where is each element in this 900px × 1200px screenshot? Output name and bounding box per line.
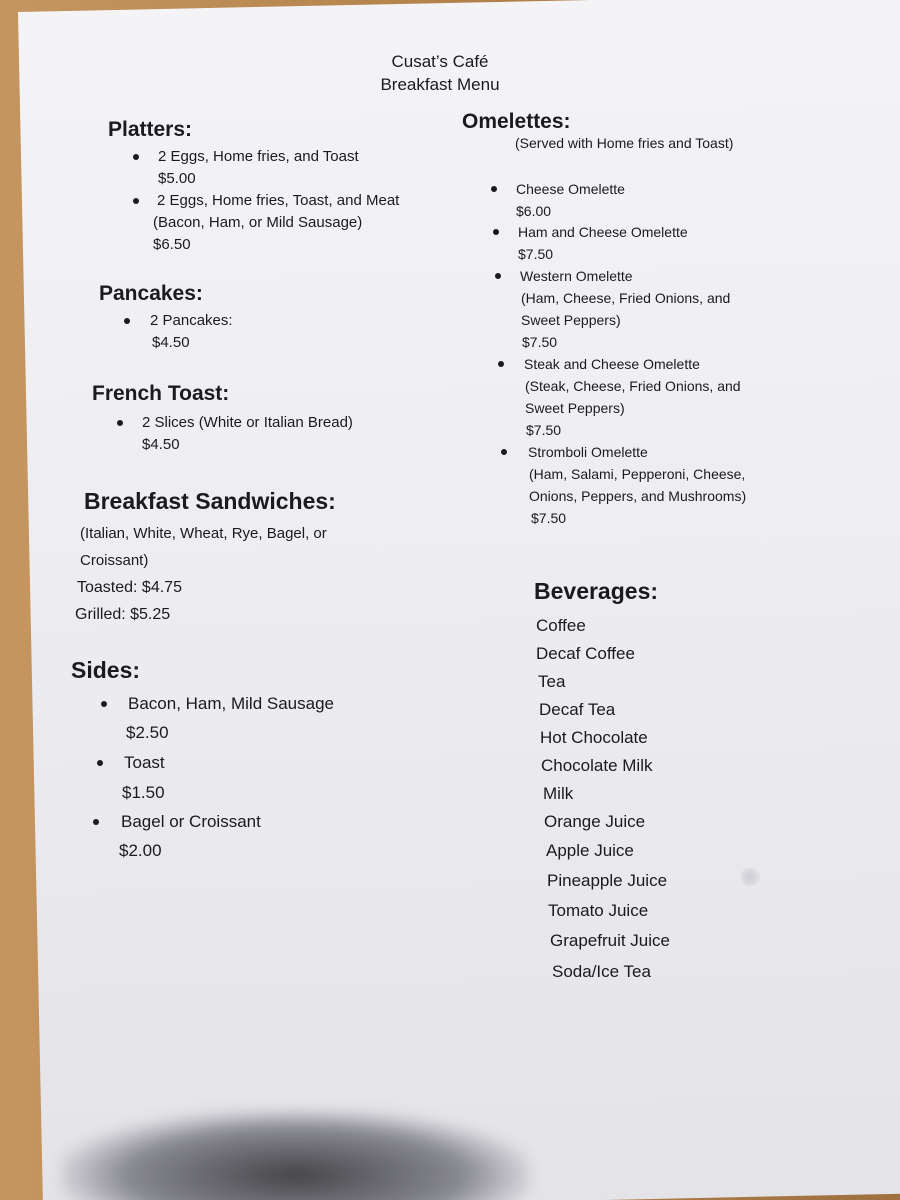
sandwiches-section xyxy=(84,488,336,521)
beverage-item: Milk xyxy=(543,784,574,803)
list-item: Toast xyxy=(97,748,334,778)
platters-section xyxy=(108,118,192,148)
bullet-icon xyxy=(493,229,499,235)
french-toast-section xyxy=(92,382,229,412)
item-price: $6.00 xyxy=(516,203,552,219)
item-price: $7.50 xyxy=(522,334,558,350)
bullet-icon xyxy=(491,186,497,192)
beverages-section xyxy=(534,578,658,611)
item-price: $1.50 xyxy=(122,783,165,802)
item-detail: (Bacon, Ham, or Mild Sausage) xyxy=(153,214,363,231)
french-toast-list xyxy=(117,412,353,456)
beverage-item: Tea xyxy=(538,672,566,691)
beverage-item: Coffee xyxy=(536,616,586,635)
bullet-icon xyxy=(101,701,107,707)
item-price: $7.50 xyxy=(526,422,562,438)
platters-list xyxy=(133,146,399,256)
beverage-item: Orange Juice xyxy=(544,812,646,831)
bullet-icon xyxy=(495,273,501,279)
pancakes-heading: Pancakes: xyxy=(99,282,203,305)
bread-options-cont: Croissant) xyxy=(80,552,149,569)
pancakes-list xyxy=(124,310,233,354)
item-detail: (Ham, Cheese, Fried Onions, and xyxy=(521,290,731,306)
list-item: 2 Eggs, Home fries, Toast, and Meat xyxy=(133,190,399,212)
beverages-list xyxy=(536,612,670,988)
list-item: Steak and Cheese Omelette xyxy=(491,353,746,375)
omelettes-list xyxy=(491,178,746,529)
list-item: Western Omelette xyxy=(491,265,746,287)
item-price: $2.50 xyxy=(126,723,169,742)
bullet-icon xyxy=(124,318,130,324)
beverage-item: Hot Chocolate xyxy=(540,728,648,747)
sides-section xyxy=(71,657,140,690)
sandwiches-heading: Breakfast Sandwiches: xyxy=(84,488,336,514)
bullet-icon xyxy=(117,420,123,426)
paper-smudge xyxy=(740,868,760,886)
item-price: $7.50 xyxy=(518,246,554,262)
bullet-icon xyxy=(498,361,504,367)
item-detail: (Steak, Cheese, Fried Onions, and xyxy=(525,378,741,394)
list-item: Ham and Cheese Omelette xyxy=(491,221,746,243)
item-price: $4.50 xyxy=(142,436,180,453)
item-price: $5.00 xyxy=(158,170,196,187)
omelettes-note xyxy=(515,132,733,154)
french-toast-heading: French Toast: xyxy=(92,382,230,405)
beverage-item: Decaf Coffee xyxy=(536,644,635,663)
omelettes-heading: Omelettes: xyxy=(462,110,571,133)
list-item: Bacon, Ham, Mild Sausage xyxy=(101,690,334,718)
bullet-icon xyxy=(97,760,103,766)
item-price: $7.50 xyxy=(531,510,567,526)
bullet-icon xyxy=(93,819,99,825)
item-detail: (Ham, Salami, Pepperoni, Cheese, xyxy=(529,466,746,482)
list-item: 2 Pancakes: xyxy=(124,310,233,332)
beverage-item: Tomato Juice xyxy=(548,901,649,920)
list-item: 2 Slices (White or Italian Bread) xyxy=(117,412,353,434)
beverage-item: Grapefruit Juice xyxy=(550,931,670,950)
sandwiches-details xyxy=(75,520,327,628)
item-detail: Sweet Peppers) xyxy=(525,400,625,416)
list-item: Cheese Omelette xyxy=(491,178,746,200)
sides-heading: Sides: xyxy=(71,657,141,683)
menu-header xyxy=(340,50,540,96)
beverage-item: Soda/Ice Tea xyxy=(552,962,651,981)
sides-list xyxy=(101,690,334,866)
camera-shadow xyxy=(60,1110,530,1200)
cafe-name: Cusat’s Café xyxy=(391,52,489,71)
beverage-item: Chocolate Milk xyxy=(541,756,653,775)
beverage-item: Pineapple Juice xyxy=(547,871,668,890)
bullet-icon xyxy=(501,449,507,455)
list-item: 2 Eggs, Home fries, and Toast xyxy=(133,146,399,168)
list-item: Bagel or Croissant xyxy=(93,808,334,836)
toasted-price: Toasted: $4.75 xyxy=(77,579,182,596)
item-price: $6.50 xyxy=(153,236,191,253)
beverage-item: Apple Juice xyxy=(546,841,634,860)
list-item: Stromboli Omelette xyxy=(491,441,746,463)
item-price: $2.00 xyxy=(119,841,162,860)
beverages-heading: Beverages: xyxy=(534,578,659,604)
bullet-icon xyxy=(133,198,139,204)
item-price: $4.50 xyxy=(152,334,190,351)
grilled-price: Grilled: $5.25 xyxy=(75,606,171,623)
item-detail: Onions, Peppers, and Mushrooms) xyxy=(529,488,747,504)
platters-heading: Platters: xyxy=(108,118,193,141)
bullet-icon xyxy=(133,154,139,160)
pancakes-section xyxy=(99,282,203,312)
item-detail: Sweet Peppers) xyxy=(521,312,621,328)
bread-options: (Italian, White, Wheat, Rye, Bagel, or xyxy=(80,525,327,542)
beverage-item: Decaf Tea xyxy=(539,700,616,719)
menu-title: Breakfast Menu xyxy=(380,75,500,94)
served-with-note: (Served with Home fries and Toast) xyxy=(515,135,734,151)
